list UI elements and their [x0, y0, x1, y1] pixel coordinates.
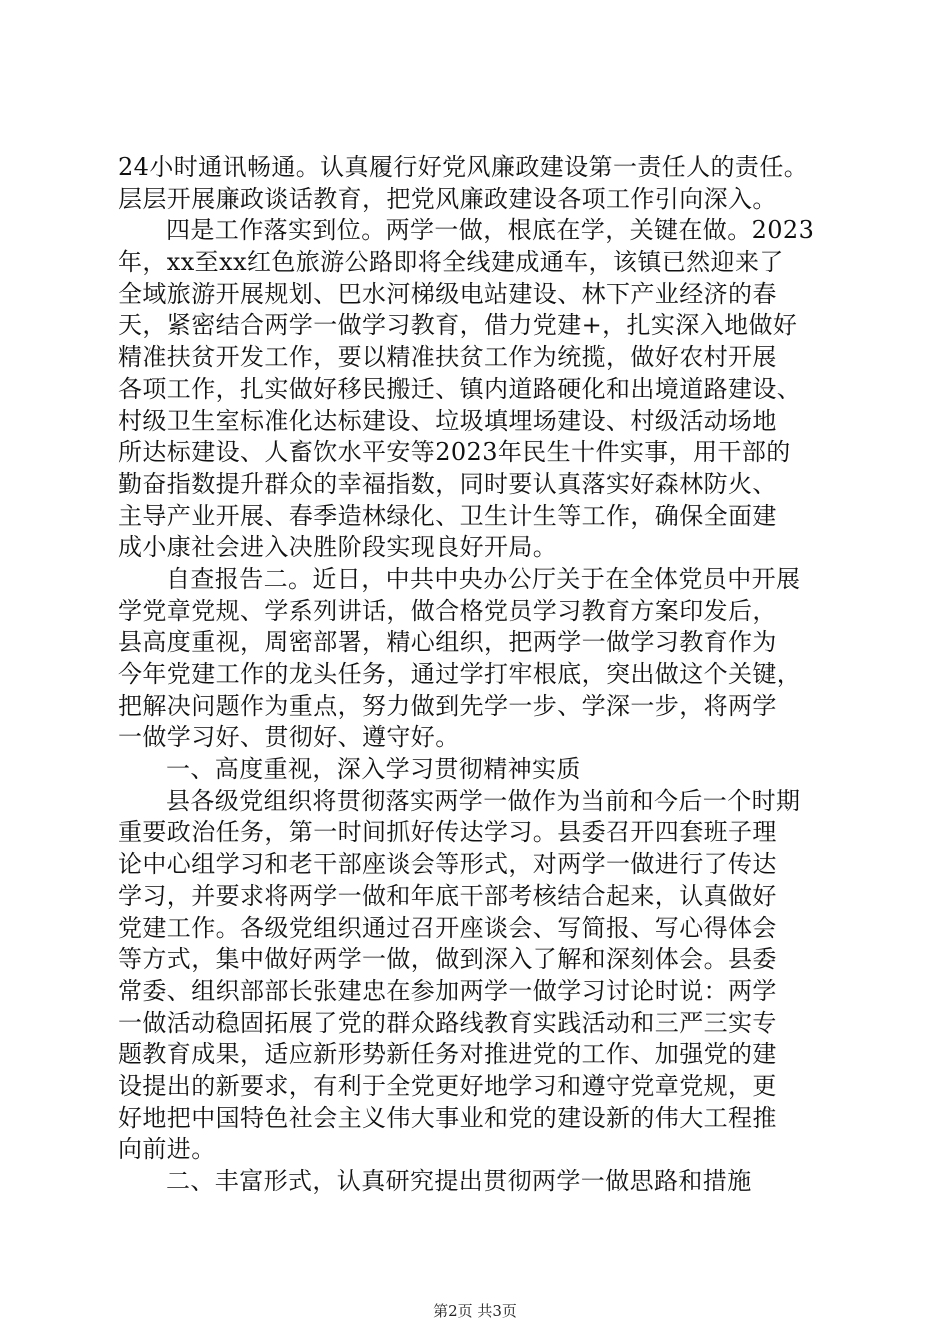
text-line: 党建工作。各级党组织通过召开座谈会、写简报、写心得体会 — [118, 913, 777, 942]
document-body — [118, 152, 853, 1198]
text-line: 年，xx至xx红色旅游公路即将全线建成通车，该镇已然迎来了 — [118, 248, 784, 277]
text-line: 今年党建工作的龙头任务，通过学打牢根底，突出做这个关键， — [118, 660, 802, 688]
text-line: 论中心组学习和老干部座谈会等形式，对两学一做进行了传达 — [118, 850, 777, 879]
text-line: 精准扶贫开发工作，要以精准扶贫工作为统揽，做好农村开展 — [118, 343, 777, 372]
text-line: 把解决问题作为重点，努力做到先学一步、学深一步，将两学 — [118, 691, 777, 720]
text-line: 主导产业开展、春季造林绿化、卫生计生等工作，确保全面建 — [118, 501, 777, 530]
text-line: 层层开展廉政谈话教育，把党风廉政建设各项工作引向深入。 — [118, 184, 777, 213]
section-heading: 一、高度重视，深入学习贯彻精神实质 — [166, 755, 581, 784]
page-footer: 第2页 共3页 — [433, 1302, 517, 1320]
text-line: 勤奋指数提升群众的幸福指数，同时要认真落实好森林防火、 — [118, 469, 777, 498]
text-line: 天，紧密结合两学一做学习教育，借力党建+，扎实深入地做好 — [118, 311, 798, 340]
text-line: 一做活动稳固拓展了党的群众路线教育实践活动和三严三实专 — [118, 1008, 777, 1037]
text-line: 一做学习好、贯彻好、遵守好。 — [118, 723, 460, 752]
text-line: 县各级党组织将贯彻落实两学一做作为当前和今后一个时期 — [166, 786, 801, 815]
text-line: 常委、组织部部长张建忠在参加两学一做学习讨论时说：两学 — [118, 976, 777, 1005]
text-line: 题教育成果，适应新形势新任务对推进党的工作、加强党的建 — [118, 1040, 777, 1069]
text-line: 学党章党规、学系列讲话，做合格党员学习教育方案印发后， — [118, 596, 777, 625]
text-line: 各项工作，扎实做好移民搬迁、镇内道路硬化和出境道路建设、 — [118, 374, 802, 403]
text-line: 四是工作落实到位。两学一做，根底在学，关键在做。2023 — [166, 216, 815, 245]
text-line: 所达标建设、人畜饮水平安等2023年民生十件实事，用干部的 — [118, 438, 791, 467]
text-line: 县高度重视，周密部署，精心组织，把两学一做学习教育作为 — [118, 628, 777, 657]
text-line: 好地把中国特色社会主义伟大事业和党的建设新的伟大工程推 — [118, 1103, 777, 1132]
text-line: 自查报告二。近日，中共中央办公厅关于在全体党员中开展 — [166, 564, 801, 593]
text-line: 村级卫生室标准化达标建设、垃圾填埋场建设、村级活动场地 — [118, 406, 777, 435]
text-line: 向前进。 — [118, 1135, 216, 1164]
section-heading: 二、丰富形式，认真研究提出贯彻两学一做思路和措施 — [166, 1167, 752, 1195]
text-line: 学习，并要求将两学一做和年底干部考核结合起来，认真做好 — [118, 881, 777, 910]
text-line: 成小康社会进入决胜阶段实现良好开局。 — [118, 533, 558, 562]
text-line: 等方式，集中做好两学一做，做到深入了解和深刻体会。县委 — [118, 945, 777, 974]
text-line: 重要政治任务，第一时间抓好传达学习。县委召开四套班子理 — [118, 818, 777, 847]
text-line: 全域旅游开展规划、巴水河梯级电站建设、林下产业经济的春 — [118, 279, 777, 308]
text-line: 设提出的新要求，有利于全党更好地学习和遵守党章党规，更 — [118, 1071, 777, 1100]
text-line: 24小时通讯畅通。认真履行好党风廉政建设第一责任人的责任。 — [118, 153, 809, 181]
